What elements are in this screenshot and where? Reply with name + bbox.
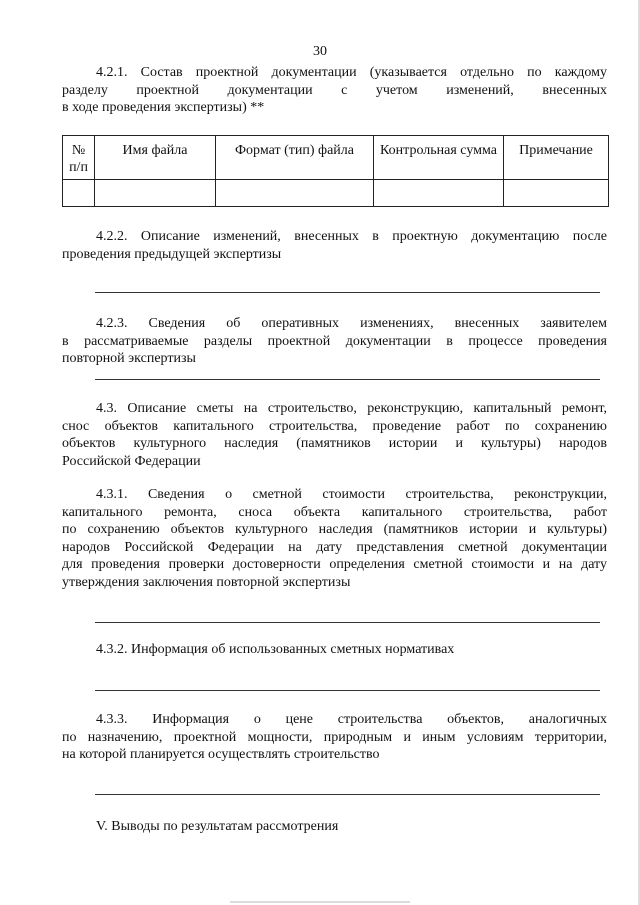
- table-cell: [216, 180, 374, 207]
- fill-in-line: [95, 379, 600, 380]
- text-line: 4.2.2. Описание изменений, внесенных в проектную документацию после: [96, 229, 607, 244]
- text-line: Российской Федерации: [62, 453, 201, 469]
- section-4-3-1: [62, 486, 607, 591]
- table-cell: [374, 180, 504, 207]
- text-line: повторной экспертизы: [62, 351, 196, 366]
- text-line: проведения предыдущей экспертизы: [62, 246, 282, 262]
- text-line: капитального ремонта, сноса объекта капитального строительства, работ: [62, 504, 607, 520]
- section-5: [62, 818, 607, 836]
- table-header-row: [63, 136, 609, 180]
- header-note: Примечание: [504, 136, 609, 180]
- text-line: снос объектов капитального строительства, проведение работ по сохранению: [62, 418, 607, 434]
- section-4-3-3: [62, 711, 607, 764]
- section-4-3-2: [62, 641, 607, 659]
- text-line: на которой планируется осуществлять строительство: [62, 747, 380, 762]
- fill-in-line: [95, 690, 600, 691]
- text-line: в рассматриваемые разделы проектной документации в процессе проведения: [62, 333, 607, 349]
- text-line: народов Российской Федерации на дату представления сметной документации: [62, 539, 607, 555]
- section-4-2-2: [62, 228, 607, 263]
- text-line: 4.2.1. Состав проектной документации (указывается отдельно по каждому: [96, 65, 607, 80]
- table-cell: [504, 180, 609, 207]
- text-line: по назначению, проектной мощности, природным и иным условиям территории,: [62, 729, 607, 745]
- section-4-2-1: [62, 64, 607, 117]
- section-4-2-3: [62, 315, 607, 368]
- text-line: V. Выводы по результатам рассмотрения: [96, 819, 339, 834]
- table-cell: [95, 180, 216, 207]
- text-line: 4.3.2. Информация об использованных сметных нормативах: [96, 642, 455, 657]
- files-table: [62, 135, 609, 207]
- table-row: [63, 180, 609, 207]
- header-number: № п/п: [63, 136, 95, 180]
- scan-edge: [230, 901, 410, 903]
- section-4-3: [62, 400, 607, 470]
- text-line: объектов культурного наследия (памятников истории и культуры) народов: [62, 436, 607, 451]
- header-file-format: Формат (тип) файла: [216, 136, 374, 180]
- text-line: 4.2.3. Сведения об оперативных изменениях, внесенных заявителем: [96, 316, 607, 331]
- text-line: утверждения заключения повторной экспертизы: [62, 574, 351, 590]
- fill-in-line: [95, 622, 600, 623]
- text-line: по сохранению объектов культурного наследия (памятников истории и культуры): [62, 522, 607, 537]
- page-number: 30: [313, 44, 327, 59]
- header-file-name: Имя файла: [95, 136, 216, 180]
- fill-in-line: [95, 794, 600, 795]
- table-cell: [63, 180, 95, 207]
- text-line: для проведения проверки достоверности определения сметной стоимости и на дату: [62, 557, 607, 572]
- text-line: 4.3.3. Информация о цене строительства объектов, аналогичных: [96, 712, 607, 727]
- text-line: разделу проектной документации с учетом изменений, внесенных: [62, 82, 607, 98]
- text-line: 4.3. Описание сметы на строительство, реконструкцию, капитальный ремонт,: [96, 401, 607, 416]
- header-checksum: Контрольная сумма: [374, 136, 504, 180]
- fill-in-line: [95, 292, 600, 293]
- text-line: 4.3.1. Сведения о сметной стоимости строительства, реконструкции,: [96, 487, 607, 502]
- text-line: в ходе проведения экспертизы) **: [62, 100, 265, 115]
